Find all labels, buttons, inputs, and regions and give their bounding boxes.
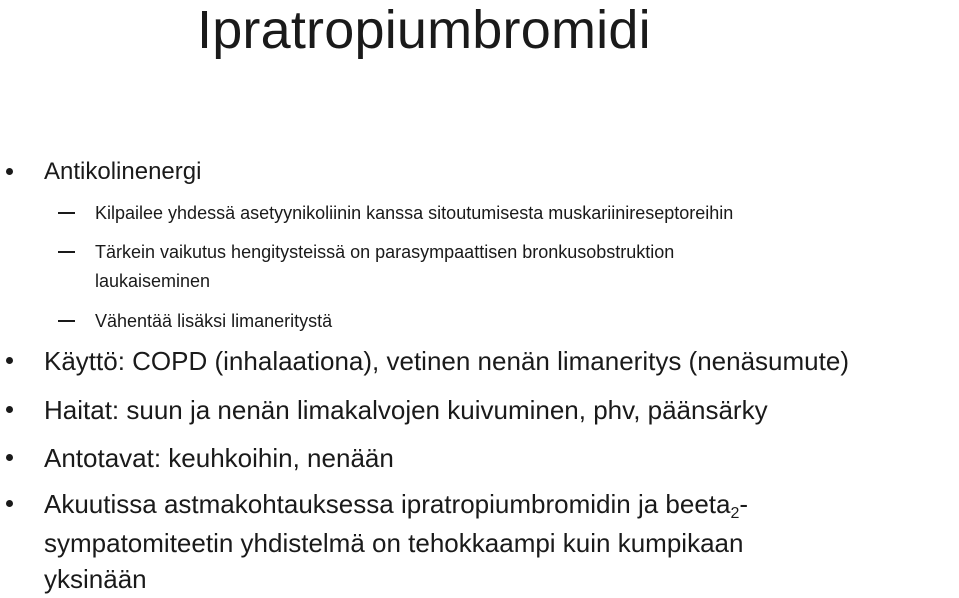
bullet-text	[44, 487, 748, 531]
bullet-text-part: -	[739, 489, 749, 519]
sub-bullet-text: Vähentää lisäksi limaneritystä	[95, 311, 333, 331]
dash-icon	[58, 212, 75, 214]
dash-icon	[58, 320, 75, 322]
bullet-dot-icon	[6, 500, 13, 507]
sub-bullet-text: Kilpailee yhdessä asetyynikoliinin kanssa sitoutumisesta muskariinireseptoreihin	[95, 203, 734, 223]
bullet-text: Antotavat: keuhkoihin, nenään	[44, 443, 394, 473]
bullet-dot-icon	[6, 454, 13, 461]
bullet-text: Käyttö: COPD (inhalaationa), vetinen nenän limaneritys (nenäsumute)	[44, 346, 849, 376]
sub-bullet-continuation: laukaiseminen	[95, 271, 211, 291]
dash-icon	[58, 251, 75, 253]
bullet-continuation: sympatomiteetin yhdistelmä on tehokkaampi kuin kumpikaan	[44, 528, 744, 558]
slide-title: Ipratropiumbromidi	[197, 0, 651, 60]
bullet-text: Antikolinenergi	[44, 158, 202, 185]
sub-bullet-text: Tärkein vaikutus hengitysteissä on parasympaattisen bronkusobstruktion	[95, 242, 675, 262]
bullet-dot-icon	[6, 357, 13, 364]
bullet-dot-icon	[6, 406, 13, 413]
bullet-text: Haitat: suun ja nenän limakalvojen kuivuminen, phv, päänsärky	[44, 395, 768, 425]
bullet-dot-icon	[6, 168, 13, 175]
bullet-continuation: yksinään	[44, 564, 147, 594]
bullet-text-part: Akuutissa astmakohtauksessa ipratropiumbromidin ja beeta	[44, 489, 731, 519]
subscript: 2	[730, 505, 740, 522]
